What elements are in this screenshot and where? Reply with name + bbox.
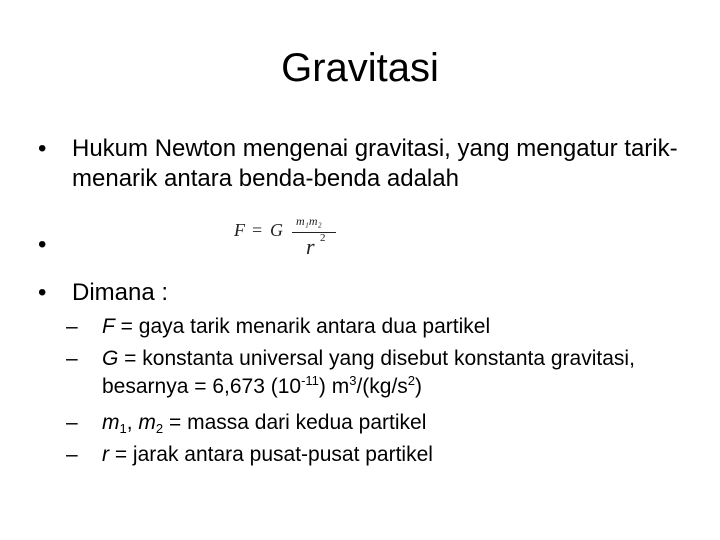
definition-f-desc: = gaya tarik menarik antara dua partikel [114, 315, 491, 338]
variable-m1: m [102, 411, 120, 434]
formula-denominator: r [306, 234, 315, 259]
formula-constant: G [270, 220, 283, 240]
bullet-text: Dimana : [72, 279, 169, 306]
formula-fraction-bar [292, 232, 336, 233]
bullet-item-law [38, 134, 678, 194]
dash-marker: – [66, 443, 78, 466]
variable-m2: m [138, 411, 156, 434]
subscript-1: 1 [119, 421, 127, 436]
definition-text [102, 313, 686, 341]
definition-m-desc: = massa dari kedua partikel [163, 411, 427, 434]
formula-numerator: m₁m₂ [296, 214, 322, 228]
definition-g [66, 345, 686, 401]
exponent-neg11: -11 [301, 373, 319, 388]
definition-r [66, 441, 686, 469]
dash-marker: – [66, 315, 78, 338]
dash-marker: – [66, 347, 78, 370]
definition-g-desc: = konstanta universal yang disebut konstanta gravitasi, besarnya = 6,673 (10 [102, 347, 635, 398]
unit-close: ) [415, 375, 423, 398]
variable-g: G [102, 347, 119, 370]
exponent-3: 3 [349, 373, 357, 388]
dash-marker: – [66, 411, 78, 434]
bullet-marker: • [38, 231, 47, 258]
bullet-marker: • [38, 279, 47, 306]
bullet-text: Hukum Newton mengenai gravitasi, yang mengatur tarik-menarik antara benda-benda adalah [72, 135, 678, 192]
gravity-formula [234, 216, 344, 264]
definition-text [102, 441, 686, 469]
formula-exponent: 2 [320, 232, 326, 244]
subscript-2: 2 [155, 421, 164, 436]
definition-text [102, 409, 686, 437]
definition-m [66, 409, 686, 437]
slide-title: Gravitasi [281, 46, 439, 90]
unit-kg-s: /(kg/s [356, 375, 408, 398]
variable-f: F [102, 315, 115, 338]
formula-equals: = [252, 220, 263, 240]
separator: , [126, 411, 139, 434]
definition-text [102, 345, 686, 401]
formula-lhs: F [234, 220, 245, 240]
definition-f [66, 313, 686, 341]
unit-m: ) m [318, 375, 350, 398]
exponent-2: 2 [407, 373, 416, 388]
bullet-item-dimana [38, 278, 678, 308]
variable-r: r [102, 443, 109, 466]
definition-r-desc: = jarak antara pusat-pusat partikel [109, 443, 433, 466]
bullet-marker: • [38, 135, 47, 162]
